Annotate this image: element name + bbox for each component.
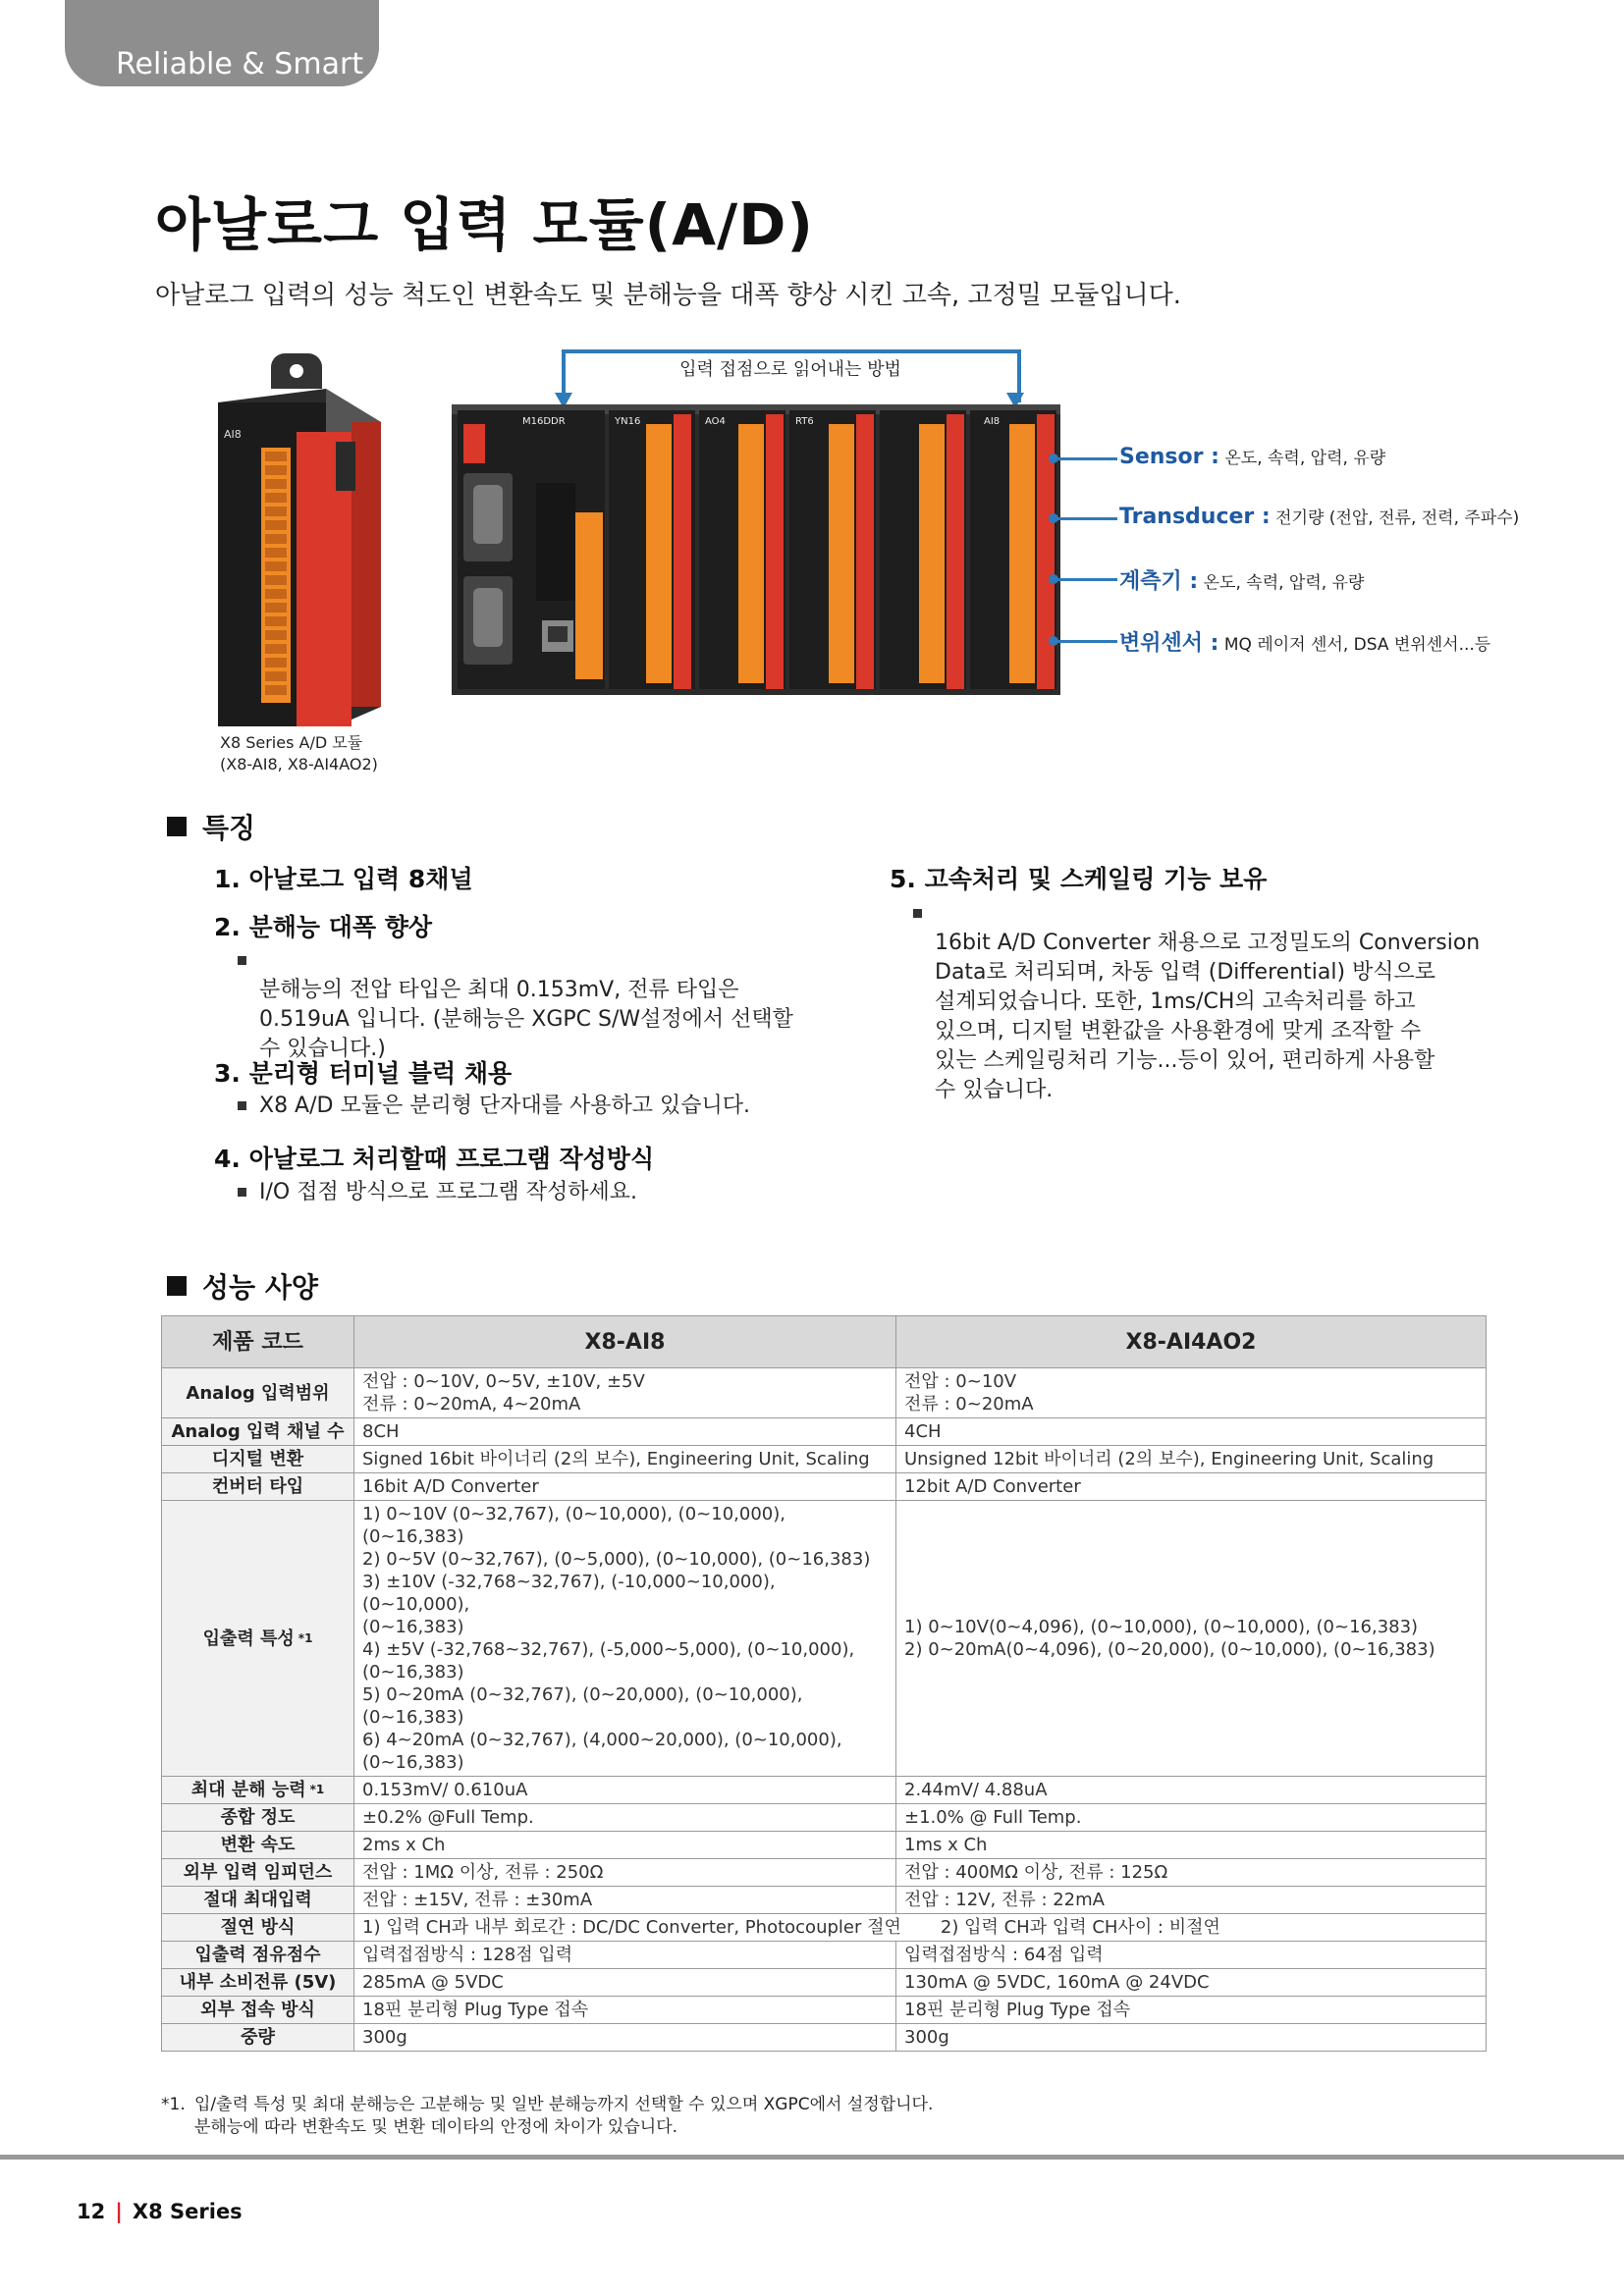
series-name: X8 Series xyxy=(132,2200,243,2223)
table-row: 입출력 특성 $^{*1}$ 1) 0~10V (0~32,767), (0~10,000), (0~10,000), (0~16,383) 2) 0~5V (0~32,767), (0~5,000), (0~10,000), (0~16,383) 3) ±10V (-32,768~32,767), (-10,000~10,000), (0~10,000), (0~16,383) 4) ±5V (-32,768~32,767), (-5,000~5,000), (0~10,000), (0~16,383) 5) 0~20mA (0~32,767), (0~20,000), (0~10,000), (0~16,383) 6) 4~20mA (0~32,767), (4,000~20,000), (0~10,000), (0~16,383) 1) 0~10V(0~4,096), (0~10,000), (0~10,000), (0~16,383) 2) 0~20mA(0~4,096), (0~20,000), (0~10,000), (0~16,383) xyxy=(162,1501,1487,1777)
feature-2-bullet: 분해능의 전압 타입은 최대 0.153mV, 전류 타입은 0.519uA 입니다. (분해능은 XGPC S/W설정에서 선택할 수 있습니다.) xyxy=(259,946,809,1064)
rack-label-5: AI8 xyxy=(984,416,1001,427)
col-header-product-code: 제품 코드 xyxy=(162,1316,354,1368)
footnote-mark: *1 xyxy=(298,1630,313,1645)
header-tab-label: Reliable & Smart xyxy=(116,47,364,81)
feature-3-title: 3. 분리형 터미널 블럭 채용 xyxy=(214,1059,513,1088)
table-row: Analog 입력범위 전압 : 0~10V, 0~5V, ±10V, ±5V 전류 : 0~20mA, 4~20mA 전압 : 0~10V 전류 : 0~20mA xyxy=(162,1368,1487,1418)
feature-4-title: 4. 아날로그 처리할때 프로그램 작성방식 xyxy=(214,1145,655,1173)
bullet-icon xyxy=(238,1188,246,1197)
feature-1-title: 1. 아날로그 입력 8채널 xyxy=(214,865,473,893)
table-row: 절대 최대입력 전압 : ±15V, 전류 : ±30mA 전압 : 12V, 전류 : 22mA xyxy=(162,1887,1487,1914)
table-row: Analog 입력 채널 수 8CH 4CH xyxy=(162,1418,1487,1446)
footnote: *1. 입/출력 특성 및 최대 분해능은 고분해능 및 일반 분해능까지 선택할 수 있으며 XGPC에서 설정합니다. 분해능에 따라 변환속도 및 변환 데이타의 안정에 차이가 있습니다. xyxy=(161,2095,934,2137)
footnote-mark: *1 xyxy=(309,1783,325,1796)
table-row: 최대 분해 능력 $^{*1}$ 0.153mV/ 0.610uA 2.44mV/ 4.88uA xyxy=(162,1777,1487,1804)
ad-module-image xyxy=(208,353,381,726)
plc-rack-image xyxy=(452,404,1060,695)
module-caption: X8 Series A/D 모듈 (X8-AI8, X8-AI4AO2) xyxy=(220,733,378,774)
features-heading: 특징 xyxy=(167,807,255,846)
table-row: 종합 정도 ±0.2% @Full Temp. ±1.0% @ Full Temp. xyxy=(162,1804,1487,1832)
square-bullet-icon xyxy=(167,817,187,836)
table-header-row xyxy=(162,1316,1487,1368)
rack-label-3: AO4 xyxy=(705,416,726,427)
feature-2-title: 2. 분해능 대폭 향상 xyxy=(214,913,433,941)
feature-5-bullet: 16bit A/D Converter 채용으로 고정밀도의 Conversion Data로 처리되며, 차동 입력 (Differential) 방식으로 설계되었습니다. 또한, 1ms/CH의 고속처리를 하고 있으며, 디지털 변환값을 사용환경에 맞게 조작할 수 있는 스케일링처리 기능...등이 있어, 편리하게 사용할 수 있습니다. xyxy=(935,899,1485,1105)
header-tab xyxy=(65,0,379,86)
table-row: 컨버터 타입 16bit A/D Converter 12bit A/D Converter xyxy=(162,1473,1487,1501)
rack-label-4: RT6 xyxy=(795,416,814,427)
page-subtitle: 아날로그 입력의 성능 척도인 변환속도 및 분해능을 대폭 향상 시킨 고속, 고정밀 모듈입니다. xyxy=(155,281,1181,310)
table-row: 외부 접속 방식 18핀 분리형 Plug Type 접속 18핀 분리형 Plug Type 접속 xyxy=(162,1997,1487,2024)
rack-io-modules xyxy=(609,410,1056,689)
reading-method-label: 입력 접점으로 읽어내는 방법 xyxy=(679,359,901,380)
spec-table xyxy=(161,1315,1487,2052)
page-title: 아날로그 입력 모듈(A/D) xyxy=(155,191,814,258)
feature-4-bullet: I/O 접점 방식으로 프로그램 작성하세요. xyxy=(259,1178,848,1207)
module-label: AI8 xyxy=(224,428,242,441)
footer-divider xyxy=(0,2155,1624,2160)
rack-label-1: M16DDR xyxy=(522,416,566,427)
table-row: 내부 소비전류 (5V) 285mA @ 5VDC 130mA @ 5VDC, 160mA @ 24VDC xyxy=(162,1969,1487,1997)
col-header-model-b: X8-AI4AO2 xyxy=(896,1316,1487,1368)
footer-separator: | xyxy=(115,2200,123,2223)
bullet-icon xyxy=(238,956,246,965)
table-row: 변환 속도 2ms x Ch 1ms x Ch xyxy=(162,1832,1487,1859)
col-header-model-a: X8-AI8 xyxy=(354,1316,896,1368)
feature-5-title: 5. 고속처리 및 스케일링 기능 보유 xyxy=(890,865,1268,893)
table-row: 절연 방식 1) 입력 CH과 내부 회로간 : DC/DC Converter, Photocoupler 절연 2) 입력 CH과 입력 CH사이 : 비절연 xyxy=(162,1914,1487,1942)
spec-heading: 성능 사양 xyxy=(167,1266,318,1306)
rack-label-2: YN16 xyxy=(615,416,641,427)
bullet-icon xyxy=(913,909,922,918)
table-row: 디지털 변환 Signed 16bit 바이너리 (2의 보수), Engineering Unit, Scaling Unsigned 12bit 바이너리 (2의 보수), Engineering Unit, Scaling xyxy=(162,1446,1487,1473)
table-row: 중량 300g 300g xyxy=(162,2024,1487,2052)
table-row: 입출력 점유점수 입력접점방식 : 128점 입력 입력접점방식 : 64점 입력 xyxy=(162,1942,1487,1969)
page-footer xyxy=(77,2200,243,2223)
feature-3-bullet: X8 A/D 모듈은 분리형 단자대를 사용하고 있습니다. xyxy=(259,1092,848,1121)
page-number: 12 xyxy=(77,2200,106,2223)
bullet-icon xyxy=(238,1101,246,1110)
square-bullet-icon xyxy=(167,1276,187,1296)
table-row: 외부 입력 임피던스 전압 : 1MΩ 이상, 전류 : 250Ω 전압 : 400MΩ 이상, 전류 : 125Ω xyxy=(162,1859,1487,1887)
